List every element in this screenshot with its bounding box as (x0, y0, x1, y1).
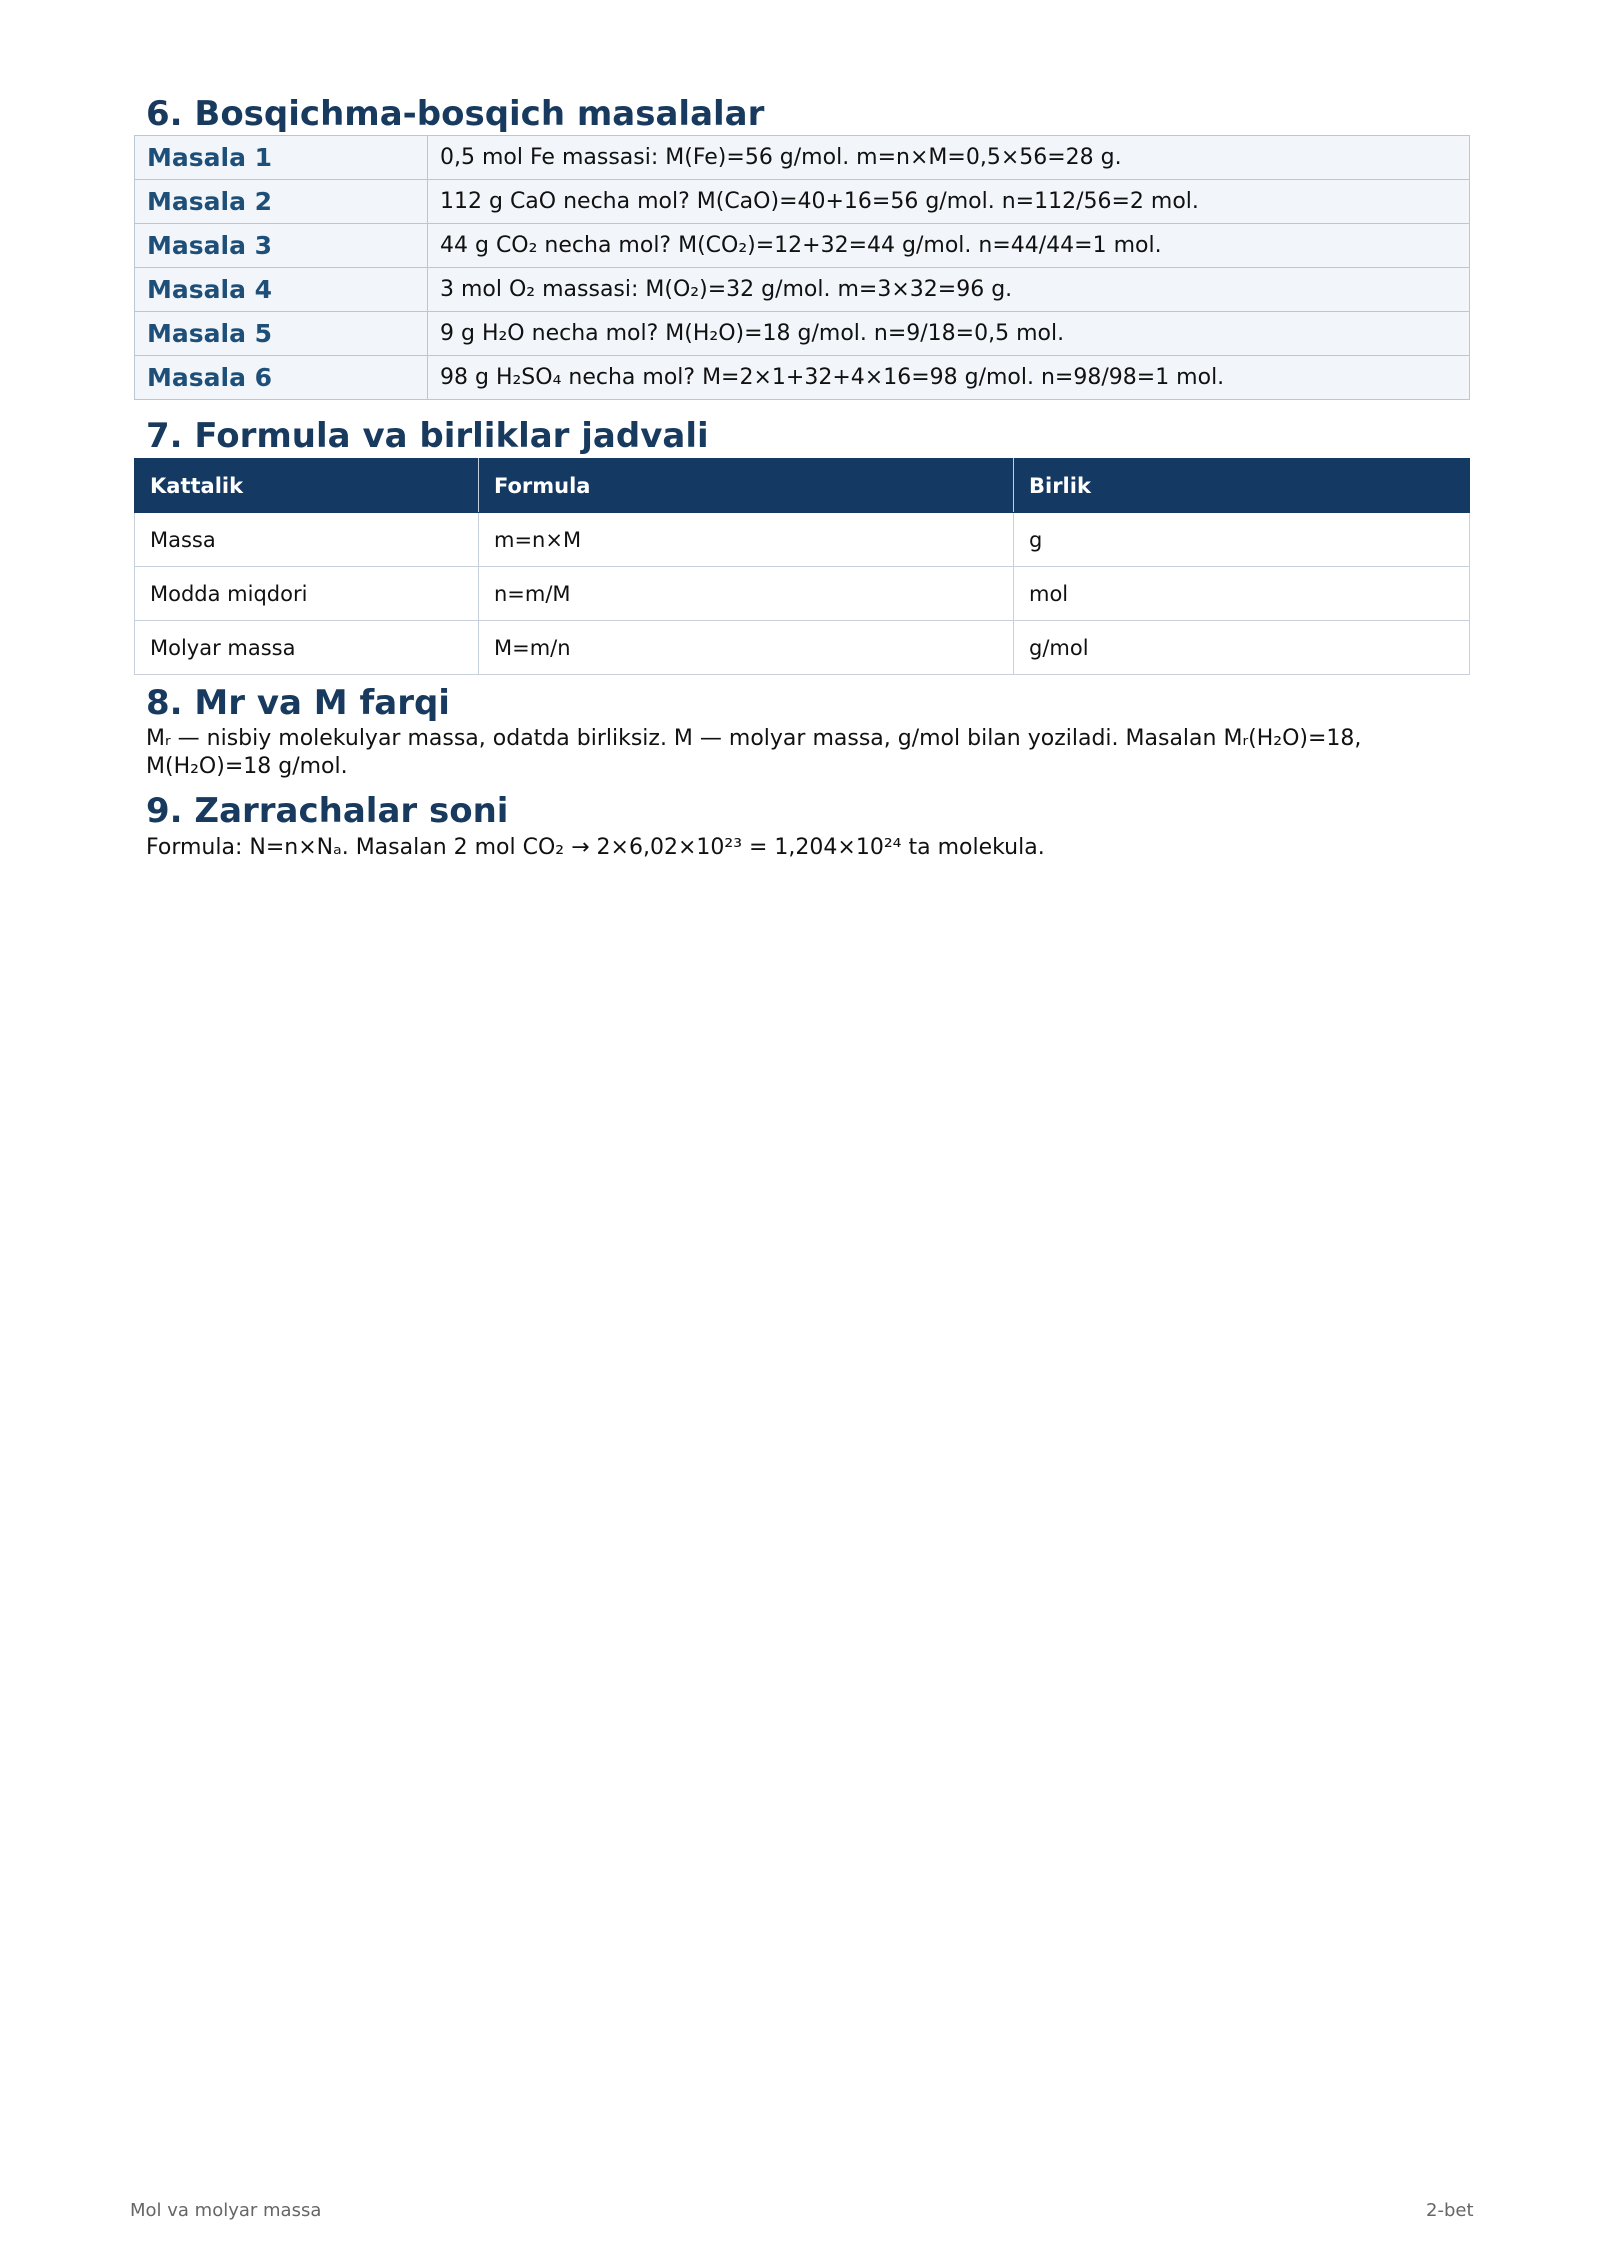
section-7-heading: 7. Formula va birliklar jadvali (146, 416, 709, 456)
column-header: Kattalik (135, 459, 479, 513)
section-8-heading: 8. Mr va M farqi (146, 683, 450, 723)
table-row (135, 312, 1470, 356)
problem-text: 9 g H₂O necha mol? M(H₂O)=18 g/mol. n=9/18=0,5 mol. (428, 312, 1470, 356)
problem-label: Masala 3 (135, 224, 428, 268)
section-6-heading: 6. Bosqichma-bosqich masalalar (146, 94, 765, 134)
column-header: Birlik (1014, 459, 1470, 513)
problem-text: 3 mol O₂ massasi: M(O₂)=32 g/mol. m=3×32=96 g. (428, 268, 1470, 312)
section-9-paragraph: Formula: N=n×Nₐ. Masalan 2 mol CO₂ → 2×6,02×10²³ = 1,204×10²⁴ ta molekula. (146, 835, 1045, 860)
table-cell: Molyar massa (135, 621, 479, 675)
problem-text: 112 g CaO necha mol? M(CaO)=40+16=56 g/mol. n=112/56=2 mol. (428, 180, 1470, 224)
table-row (135, 224, 1470, 268)
steps-table (134, 135, 1470, 400)
column-header: Formula (479, 459, 1014, 513)
table-cell: M=m/n (479, 621, 1014, 675)
table-row (135, 513, 1470, 567)
table-header-row (135, 459, 1470, 513)
problem-text: 0,5 mol Fe massasi: M(Fe)=56 g/mol. m=n×M=0,5×56=28 g. (428, 136, 1470, 180)
section-8-paragraph: Mᵣ — nisbiy molekulyar massa, odatda birliksiz. M — molyar massa, g/mol bilan yoziladi. Masalan Mᵣ(H₂O)=18, M(H₂O)=18 g/mol. (146, 726, 1362, 779)
table-cell: Massa (135, 513, 479, 567)
table-row (135, 356, 1470, 400)
problem-label: Masala 4 (135, 268, 428, 312)
footer-document-title: Mol va molyar massa (130, 2200, 322, 2221)
table-cell: n=m/M (479, 567, 1014, 621)
problem-label: Masala 5 (135, 312, 428, 356)
table-cell: Modda miqdori (135, 567, 479, 621)
problem-label: Masala 2 (135, 180, 428, 224)
table-row (135, 136, 1470, 180)
problem-text: 44 g CO₂ necha mol? M(CO₂)=12+32=44 g/mol. n=44/44=1 mol. (428, 224, 1470, 268)
table-cell: m=n×M (479, 513, 1014, 567)
units-table (134, 458, 1470, 675)
footer-page-number: 2-bet (1426, 2200, 1474, 2221)
table-cell: mol (1014, 567, 1470, 621)
table-row (135, 268, 1470, 312)
problem-label: Masala 6 (135, 356, 428, 400)
table-cell: g (1014, 513, 1470, 567)
section-9-heading: 9. Zarrachalar soni (146, 791, 509, 831)
problem-text: 98 g H₂SO₄ necha mol? M=2×1+32+4×16=98 g/mol. n=98/98=1 mol. (428, 356, 1470, 400)
table-row (135, 621, 1470, 675)
problem-label: Masala 1 (135, 136, 428, 180)
table-cell: g/mol (1014, 621, 1470, 675)
table-row (135, 567, 1470, 621)
table-row (135, 180, 1470, 224)
